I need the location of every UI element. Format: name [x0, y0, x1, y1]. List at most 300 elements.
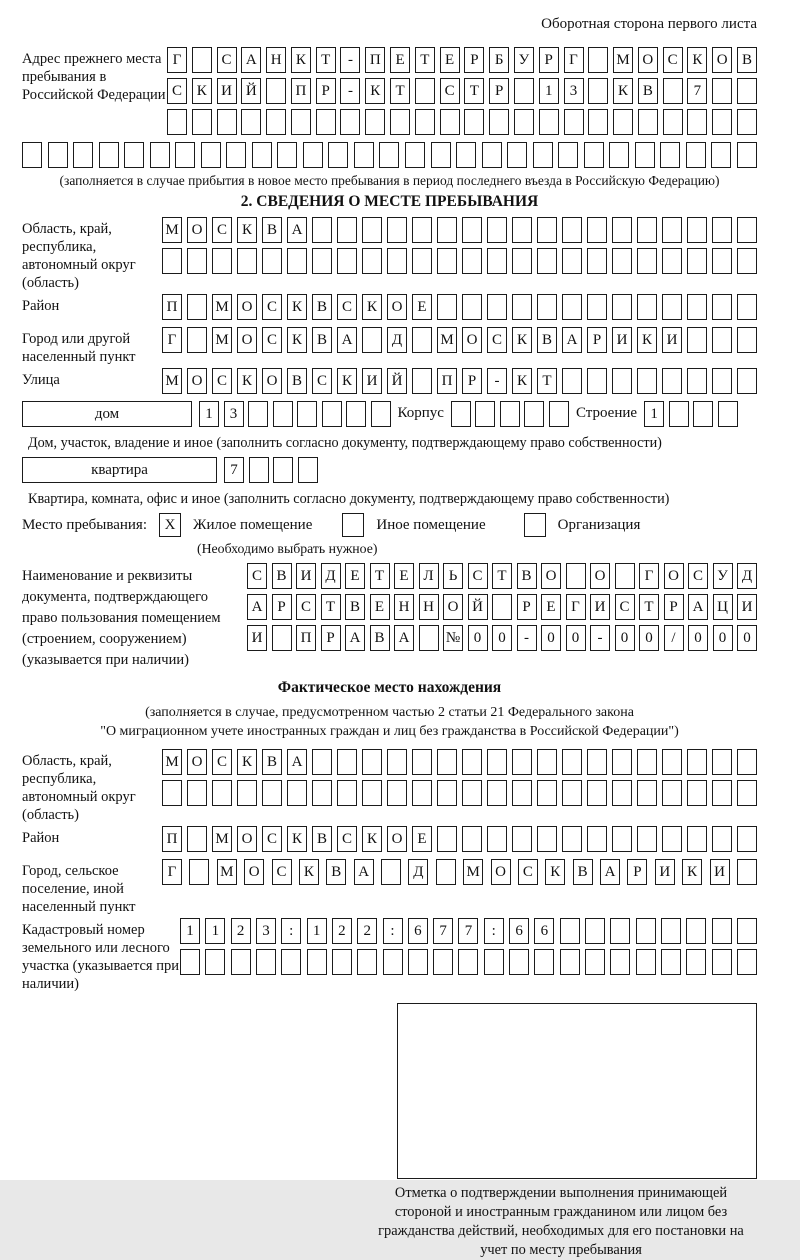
char-cell[interactable]: В [262, 749, 282, 775]
char-cell[interactable] [637, 217, 657, 243]
char-cell[interactable]: Р [462, 368, 482, 394]
char-cell[interactable] [437, 749, 457, 775]
char-cell[interactable] [737, 78, 757, 104]
char-cell[interactable]: Б [489, 47, 509, 73]
char-cell[interactable]: 0 [566, 625, 586, 651]
char-cell[interactable]: П [162, 294, 182, 320]
char-cell[interactable] [562, 368, 582, 394]
char-cell[interactable]: 1 [205, 918, 225, 944]
char-cell[interactable]: / [664, 625, 684, 651]
char-cell[interactable] [379, 142, 399, 168]
char-cell[interactable] [637, 749, 657, 775]
char-cell[interactable] [712, 826, 732, 852]
char-cell[interactable] [712, 749, 732, 775]
char-cell[interactable]: Е [440, 47, 460, 73]
char-cell[interactable] [303, 142, 323, 168]
char-cell[interactable]: А [394, 625, 414, 651]
char-cell[interactable]: Е [390, 47, 410, 73]
char-cell[interactable]: К [287, 294, 307, 320]
char-cell[interactable]: К [512, 368, 532, 394]
char-cell[interactable] [187, 327, 207, 353]
char-cell[interactable]: И [296, 563, 316, 589]
char-cell[interactable] [587, 217, 607, 243]
char-cell[interactable]: А [345, 625, 365, 651]
char-cell[interactable]: Е [370, 594, 390, 620]
char-cell[interactable]: - [487, 368, 507, 394]
char-cell[interactable]: М [162, 368, 182, 394]
char-cell[interactable] [585, 918, 605, 944]
char-cell[interactable] [415, 109, 435, 135]
char-cell[interactable]: К [613, 78, 633, 104]
char-cell[interactable]: 0 [688, 625, 708, 651]
char-cell[interactable] [387, 217, 407, 243]
char-cell[interactable]: Н [419, 594, 439, 620]
char-cell[interactable] [387, 780, 407, 806]
char-cell[interactable]: В [262, 217, 282, 243]
char-cell[interactable]: А [688, 594, 708, 620]
char-cell[interactable] [298, 457, 318, 483]
char-cell[interactable]: К [365, 78, 385, 104]
char-cell[interactable] [512, 826, 532, 852]
char-cell[interactable] [610, 918, 630, 944]
char-cell[interactable] [662, 780, 682, 806]
char-cell[interactable]: Д [408, 859, 428, 885]
char-cell[interactable] [212, 248, 232, 274]
char-cell[interactable]: Р [321, 625, 341, 651]
char-cell[interactable] [150, 142, 170, 168]
char-cell[interactable]: С [337, 826, 357, 852]
char-cell[interactable]: Г [639, 563, 659, 589]
char-cell[interactable] [662, 248, 682, 274]
char-cell[interactable] [48, 142, 68, 168]
char-cell[interactable]: А [354, 859, 374, 885]
char-cell[interactable]: А [287, 749, 307, 775]
char-cell[interactable] [587, 749, 607, 775]
char-cell[interactable] [712, 918, 732, 944]
char-cell[interactable] [562, 248, 582, 274]
char-cell[interactable] [241, 109, 261, 135]
char-cell[interactable] [558, 142, 578, 168]
char-cell[interactable] [612, 749, 632, 775]
char-cell[interactable]: Е [345, 563, 365, 589]
char-cell[interactable] [737, 949, 757, 975]
char-cell[interactable] [217, 109, 237, 135]
char-cell[interactable] [587, 294, 607, 320]
char-cell[interactable] [287, 780, 307, 806]
char-cell[interactable] [362, 780, 382, 806]
char-cell[interactable] [662, 826, 682, 852]
char-cell[interactable]: О [387, 294, 407, 320]
char-cell[interactable] [405, 142, 425, 168]
char-cell[interactable]: Т [464, 78, 484, 104]
char-cell[interactable]: П [365, 47, 385, 73]
char-cell[interactable] [237, 780, 257, 806]
char-cell[interactable]: А [337, 327, 357, 353]
char-cell[interactable] [437, 294, 457, 320]
char-cell[interactable] [588, 47, 608, 73]
char-cell[interactable] [537, 248, 557, 274]
char-cell[interactable] [712, 368, 732, 394]
char-cell[interactable] [662, 368, 682, 394]
char-cell[interactable]: С [296, 594, 316, 620]
char-cell[interactable] [277, 142, 297, 168]
char-cell[interactable] [693, 401, 713, 427]
char-cell[interactable] [187, 294, 207, 320]
char-cell[interactable] [273, 401, 293, 427]
char-cell[interactable]: В [312, 327, 332, 353]
char-cell[interactable] [162, 780, 182, 806]
char-cell[interactable] [587, 368, 607, 394]
char-cell[interactable]: 0 [615, 625, 635, 651]
char-cell[interactable] [588, 78, 608, 104]
char-cell[interactable] [431, 142, 451, 168]
char-cell[interactable]: С [262, 826, 282, 852]
char-cell[interactable] [637, 826, 657, 852]
char-cell[interactable]: 7 [458, 918, 478, 944]
char-cell[interactable] [514, 78, 534, 104]
char-cell[interactable]: Т [492, 563, 512, 589]
char-cell[interactable]: Е [412, 826, 432, 852]
char-cell[interactable] [99, 142, 119, 168]
char-cell[interactable]: Й [241, 78, 261, 104]
char-cell[interactable] [686, 949, 706, 975]
char-cell[interactable]: О [237, 327, 257, 353]
char-cell[interactable]: М [463, 859, 483, 885]
char-cell[interactable] [737, 826, 757, 852]
char-cell[interactable]: С [167, 78, 187, 104]
char-cell[interactable]: В [272, 563, 292, 589]
char-cell[interactable]: Р [627, 859, 647, 885]
char-cell[interactable] [712, 109, 732, 135]
char-cell[interactable]: О [462, 327, 482, 353]
char-cell[interactable] [687, 368, 707, 394]
char-cell[interactable]: В [287, 368, 307, 394]
char-cell[interactable]: С [262, 294, 282, 320]
char-cell[interactable] [562, 780, 582, 806]
char-cell[interactable] [287, 248, 307, 274]
char-cell[interactable]: К [287, 327, 307, 353]
char-cell[interactable]: : [484, 918, 504, 944]
char-cell[interactable]: К [299, 859, 319, 885]
char-cell[interactable] [451, 401, 471, 427]
char-cell[interactable]: У [514, 47, 534, 73]
char-cell[interactable] [464, 109, 484, 135]
char-cell[interactable]: С [663, 47, 683, 73]
char-cell[interactable] [587, 248, 607, 274]
char-cell[interactable] [718, 401, 738, 427]
char-cell[interactable] [512, 248, 532, 274]
char-cell[interactable] [412, 368, 432, 394]
char-cell[interactable] [537, 826, 557, 852]
char-cell[interactable] [316, 109, 336, 135]
char-cell[interactable]: Т [316, 47, 336, 73]
char-cell[interactable] [328, 142, 348, 168]
char-cell[interactable] [312, 248, 332, 274]
char-cell[interactable] [612, 248, 632, 274]
char-cell[interactable]: И [710, 859, 730, 885]
char-cell[interactable] [249, 457, 269, 483]
char-cell[interactable] [362, 217, 382, 243]
char-cell[interactable] [638, 109, 658, 135]
char-cell[interactable] [687, 749, 707, 775]
char-cell[interactable] [381, 859, 401, 885]
char-cell[interactable] [73, 142, 93, 168]
char-cell[interactable]: Н [266, 47, 286, 73]
char-cell[interactable]: С [487, 327, 507, 353]
char-cell[interactable] [212, 780, 232, 806]
char-cell[interactable]: А [247, 594, 267, 620]
char-cell[interactable]: О [187, 217, 207, 243]
char-cell[interactable] [610, 949, 630, 975]
char-cell[interactable]: С [688, 563, 708, 589]
char-cell[interactable] [419, 625, 439, 651]
char-cell[interactable] [514, 109, 534, 135]
char-cell[interactable] [612, 780, 632, 806]
char-cell[interactable] [612, 294, 632, 320]
char-cell[interactable]: : [383, 918, 403, 944]
char-cell[interactable] [346, 401, 366, 427]
char-cell[interactable]: 6 [408, 918, 428, 944]
char-cell[interactable]: В [638, 78, 658, 104]
char-cell[interactable] [660, 142, 680, 168]
char-cell[interactable]: В [326, 859, 346, 885]
char-cell[interactable]: 7 [433, 918, 453, 944]
char-cell[interactable]: К [287, 826, 307, 852]
stay-type-checkbox-organization[interactable] [524, 513, 546, 537]
char-cell[interactable] [487, 780, 507, 806]
char-cell[interactable]: Г [564, 47, 584, 73]
char-cell[interactable] [192, 109, 212, 135]
char-cell[interactable] [187, 248, 207, 274]
char-cell[interactable] [712, 780, 732, 806]
char-cell[interactable] [390, 109, 410, 135]
char-cell[interactable]: 0 [541, 625, 561, 651]
char-cell[interactable]: С [212, 749, 232, 775]
char-cell[interactable]: О [262, 368, 282, 394]
char-cell[interactable] [587, 780, 607, 806]
char-cell[interactable] [687, 248, 707, 274]
char-cell[interactable]: М [212, 327, 232, 353]
char-cell[interactable]: П [296, 625, 316, 651]
char-cell[interactable] [661, 918, 681, 944]
char-cell[interactable]: О [590, 563, 610, 589]
char-cell[interactable] [482, 142, 502, 168]
char-cell[interactable]: М [162, 749, 182, 775]
char-cell[interactable]: С [262, 327, 282, 353]
char-cell[interactable]: 3 [564, 78, 584, 104]
char-cell[interactable]: И [590, 594, 610, 620]
char-cell[interactable]: Г [162, 859, 182, 885]
char-cell[interactable] [187, 780, 207, 806]
char-cell[interactable] [273, 457, 293, 483]
char-cell[interactable]: 2 [357, 918, 377, 944]
char-cell[interactable]: А [287, 217, 307, 243]
char-cell[interactable]: В [370, 625, 390, 651]
char-cell[interactable] [362, 248, 382, 274]
char-cell[interactable]: Й [468, 594, 488, 620]
char-cell[interactable] [686, 918, 706, 944]
char-cell[interactable]: 7 [224, 457, 244, 483]
char-cell[interactable] [433, 949, 453, 975]
confirmation-mark-box[interactable] [397, 1003, 757, 1179]
char-cell[interactable] [354, 142, 374, 168]
char-cell[interactable] [175, 142, 195, 168]
char-cell[interactable]: Т [390, 78, 410, 104]
char-cell[interactable] [711, 142, 731, 168]
char-cell[interactable]: С [272, 859, 292, 885]
char-cell[interactable] [307, 949, 327, 975]
char-cell[interactable]: М [162, 217, 182, 243]
char-cell[interactable] [737, 109, 757, 135]
char-cell[interactable] [539, 109, 559, 135]
char-cell[interactable] [587, 826, 607, 852]
char-cell[interactable] [312, 217, 332, 243]
char-cell[interactable] [612, 368, 632, 394]
char-cell[interactable]: Т [370, 563, 390, 589]
char-cell[interactable] [662, 749, 682, 775]
char-cell[interactable] [637, 294, 657, 320]
char-cell[interactable] [387, 248, 407, 274]
char-cell[interactable]: Т [321, 594, 341, 620]
char-cell[interactable]: К [237, 749, 257, 775]
char-cell[interactable] [22, 142, 42, 168]
char-cell[interactable] [337, 248, 357, 274]
char-cell[interactable]: П [291, 78, 311, 104]
char-cell[interactable] [387, 749, 407, 775]
house-type-box[interactable]: дом [22, 401, 192, 427]
char-cell[interactable] [584, 142, 604, 168]
char-cell[interactable]: С [247, 563, 267, 589]
char-cell[interactable] [262, 780, 282, 806]
char-cell[interactable]: В [312, 826, 332, 852]
char-cell[interactable]: А [241, 47, 261, 73]
char-cell[interactable] [189, 859, 209, 885]
char-cell[interactable]: Д [387, 327, 407, 353]
char-cell[interactable] [537, 749, 557, 775]
char-cell[interactable] [585, 949, 605, 975]
char-cell[interactable] [712, 294, 732, 320]
char-cell[interactable]: В [345, 594, 365, 620]
char-cell[interactable] [256, 949, 276, 975]
char-cell[interactable] [737, 327, 757, 353]
char-cell[interactable] [712, 327, 732, 353]
char-cell[interactable] [266, 78, 286, 104]
char-cell[interactable]: Р [464, 47, 484, 73]
char-cell[interactable] [687, 294, 707, 320]
char-cell[interactable] [272, 625, 292, 651]
char-cell[interactable] [437, 248, 457, 274]
stay-type-checkbox-residential[interactable]: X [159, 513, 181, 537]
char-cell[interactable]: Ц [713, 594, 733, 620]
char-cell[interactable]: 7 [687, 78, 707, 104]
char-cell[interactable] [412, 780, 432, 806]
char-cell[interactable]: И [362, 368, 382, 394]
char-cell[interactable] [687, 327, 707, 353]
char-cell[interactable] [537, 780, 557, 806]
char-cell[interactable] [322, 401, 342, 427]
char-cell[interactable] [440, 109, 460, 135]
char-cell[interactable]: Г [162, 327, 182, 353]
char-cell[interactable] [312, 749, 332, 775]
char-cell[interactable]: К [362, 294, 382, 320]
char-cell[interactable]: - [340, 47, 360, 73]
char-cell[interactable]: : [281, 918, 301, 944]
char-cell[interactable]: С [615, 594, 635, 620]
char-cell[interactable]: Е [541, 594, 561, 620]
char-cell[interactable] [492, 594, 512, 620]
char-cell[interactable]: Р [272, 594, 292, 620]
char-cell[interactable]: Й [387, 368, 407, 394]
char-cell[interactable]: Д [321, 563, 341, 589]
char-cell[interactable]: К [291, 47, 311, 73]
char-cell[interactable]: 2 [231, 918, 251, 944]
char-cell[interactable] [562, 294, 582, 320]
char-cell[interactable]: О [237, 826, 257, 852]
char-cell[interactable]: К [192, 78, 212, 104]
char-cell[interactable]: 6 [534, 918, 554, 944]
char-cell[interactable] [412, 248, 432, 274]
char-cell[interactable]: К [237, 368, 257, 394]
char-cell[interactable]: И [217, 78, 237, 104]
char-cell[interactable] [458, 949, 478, 975]
char-cell[interactable]: - [517, 625, 537, 651]
char-cell[interactable]: О [638, 47, 658, 73]
char-cell[interactable]: - [340, 78, 360, 104]
char-cell[interactable] [687, 826, 707, 852]
char-cell[interactable]: - [590, 625, 610, 651]
char-cell[interactable]: О [712, 47, 732, 73]
char-cell[interactable] [637, 780, 657, 806]
char-cell[interactable]: О [244, 859, 264, 885]
char-cell[interactable] [661, 949, 681, 975]
char-cell[interactable] [437, 217, 457, 243]
char-cell[interactable]: А [562, 327, 582, 353]
char-cell[interactable]: Р [664, 594, 684, 620]
char-cell[interactable] [291, 109, 311, 135]
char-cell[interactable] [192, 47, 212, 73]
char-cell[interactable] [509, 949, 529, 975]
char-cell[interactable] [564, 109, 584, 135]
char-cell[interactable]: О [491, 859, 511, 885]
char-cell[interactable] [412, 749, 432, 775]
char-cell[interactable] [337, 217, 357, 243]
char-cell[interactable] [437, 826, 457, 852]
char-cell[interactable] [507, 142, 527, 168]
char-cell[interactable]: Е [394, 563, 414, 589]
char-cell[interactable]: С [337, 294, 357, 320]
char-cell[interactable]: Ь [443, 563, 463, 589]
char-cell[interactable] [537, 217, 557, 243]
char-cell[interactable] [487, 217, 507, 243]
char-cell[interactable] [357, 949, 377, 975]
char-cell[interactable]: В [737, 47, 757, 73]
char-cell[interactable]: И [737, 594, 757, 620]
char-cell[interactable]: И [247, 625, 267, 651]
char-cell[interactable] [365, 109, 385, 135]
char-cell[interactable]: М [212, 826, 232, 852]
stay-type-checkbox-other[interactable] [342, 513, 364, 537]
char-cell[interactable] [487, 294, 507, 320]
char-cell[interactable] [737, 248, 757, 274]
char-cell[interactable]: 1 [180, 918, 200, 944]
char-cell[interactable]: М [212, 294, 232, 320]
char-cell[interactable] [162, 248, 182, 274]
char-cell[interactable]: О [387, 826, 407, 852]
char-cell[interactable]: Т [415, 47, 435, 73]
char-cell[interactable] [252, 142, 272, 168]
char-cell[interactable] [281, 949, 301, 975]
char-cell[interactable] [712, 217, 732, 243]
